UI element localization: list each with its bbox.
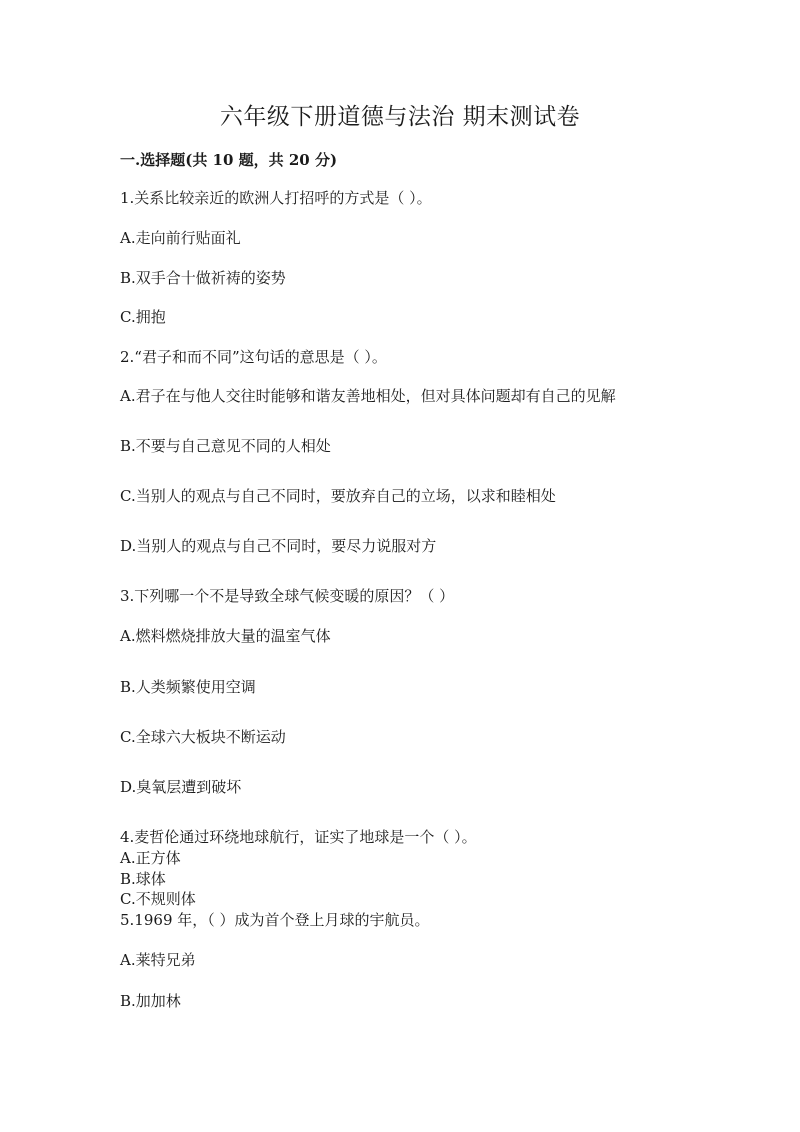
question-4-option-b: B.球体 [120, 870, 166, 888]
question-3-option-b: B.人类频繁使用空调 [120, 678, 256, 696]
question-2-option-b: B.不要与自己意见不同的人相处 [120, 437, 331, 455]
question-1-option-a: A.走向前行贴面礼 [120, 229, 241, 247]
question-2-option-a: A.君子在与他人交往时能够和谐友善地相处，但对具体问题却有自己的见解 [120, 387, 616, 405]
question-4-option-a: A.正方体 [120, 849, 181, 867]
question-2-option-c: C.当别人的观点与自己不同时，要放弃自己的立场，以求和睦相处 [120, 487, 556, 505]
question-5-option-a: A.莱特兄弟 [120, 951, 196, 969]
question-5-option-b: B.加加林 [120, 992, 181, 1010]
question-3-option-c: C.全球六大板块不断运动 [120, 728, 286, 746]
page-title: 六年级下册道德与法治 期末测试卷 [219, 104, 581, 130]
question-4-stem: 4.麦哲伦通过环绕地球航行，证实了地球是一个（ ）。 [120, 828, 477, 846]
section-heading: 一.选择题(共 10 题，共 20 分) [120, 151, 338, 169]
question-3-option-a: A.燃料燃烧排放大量的温室气体 [120, 627, 331, 645]
question-1-option-c: C.拥抱 [120, 308, 166, 326]
question-2-stem: 2.“君子和而不同”这句话的意思是（ ）。 [120, 348, 387, 366]
question-4-option-c: C.不规则体 [120, 890, 196, 908]
question-2-option-d: D.当别人的观点与自己不同时，要尽力说服对方 [120, 537, 437, 555]
question-1-stem: 1.关系比较亲近的欧洲人打招呼的方式是（ ）。 [120, 189, 432, 207]
question-3-option-d: D.臭氧层遭到破坏 [120, 778, 242, 796]
question-3-stem: 3.下列哪一个不是导致全球气候变暖的原因？（ ） [120, 587, 455, 605]
question-1-option-b: B.双手合十做祈祷的姿势 [120, 269, 286, 287]
question-5-stem: 5.1969 年，（ ）成为首个登上月球的宇航员。 [120, 911, 430, 929]
